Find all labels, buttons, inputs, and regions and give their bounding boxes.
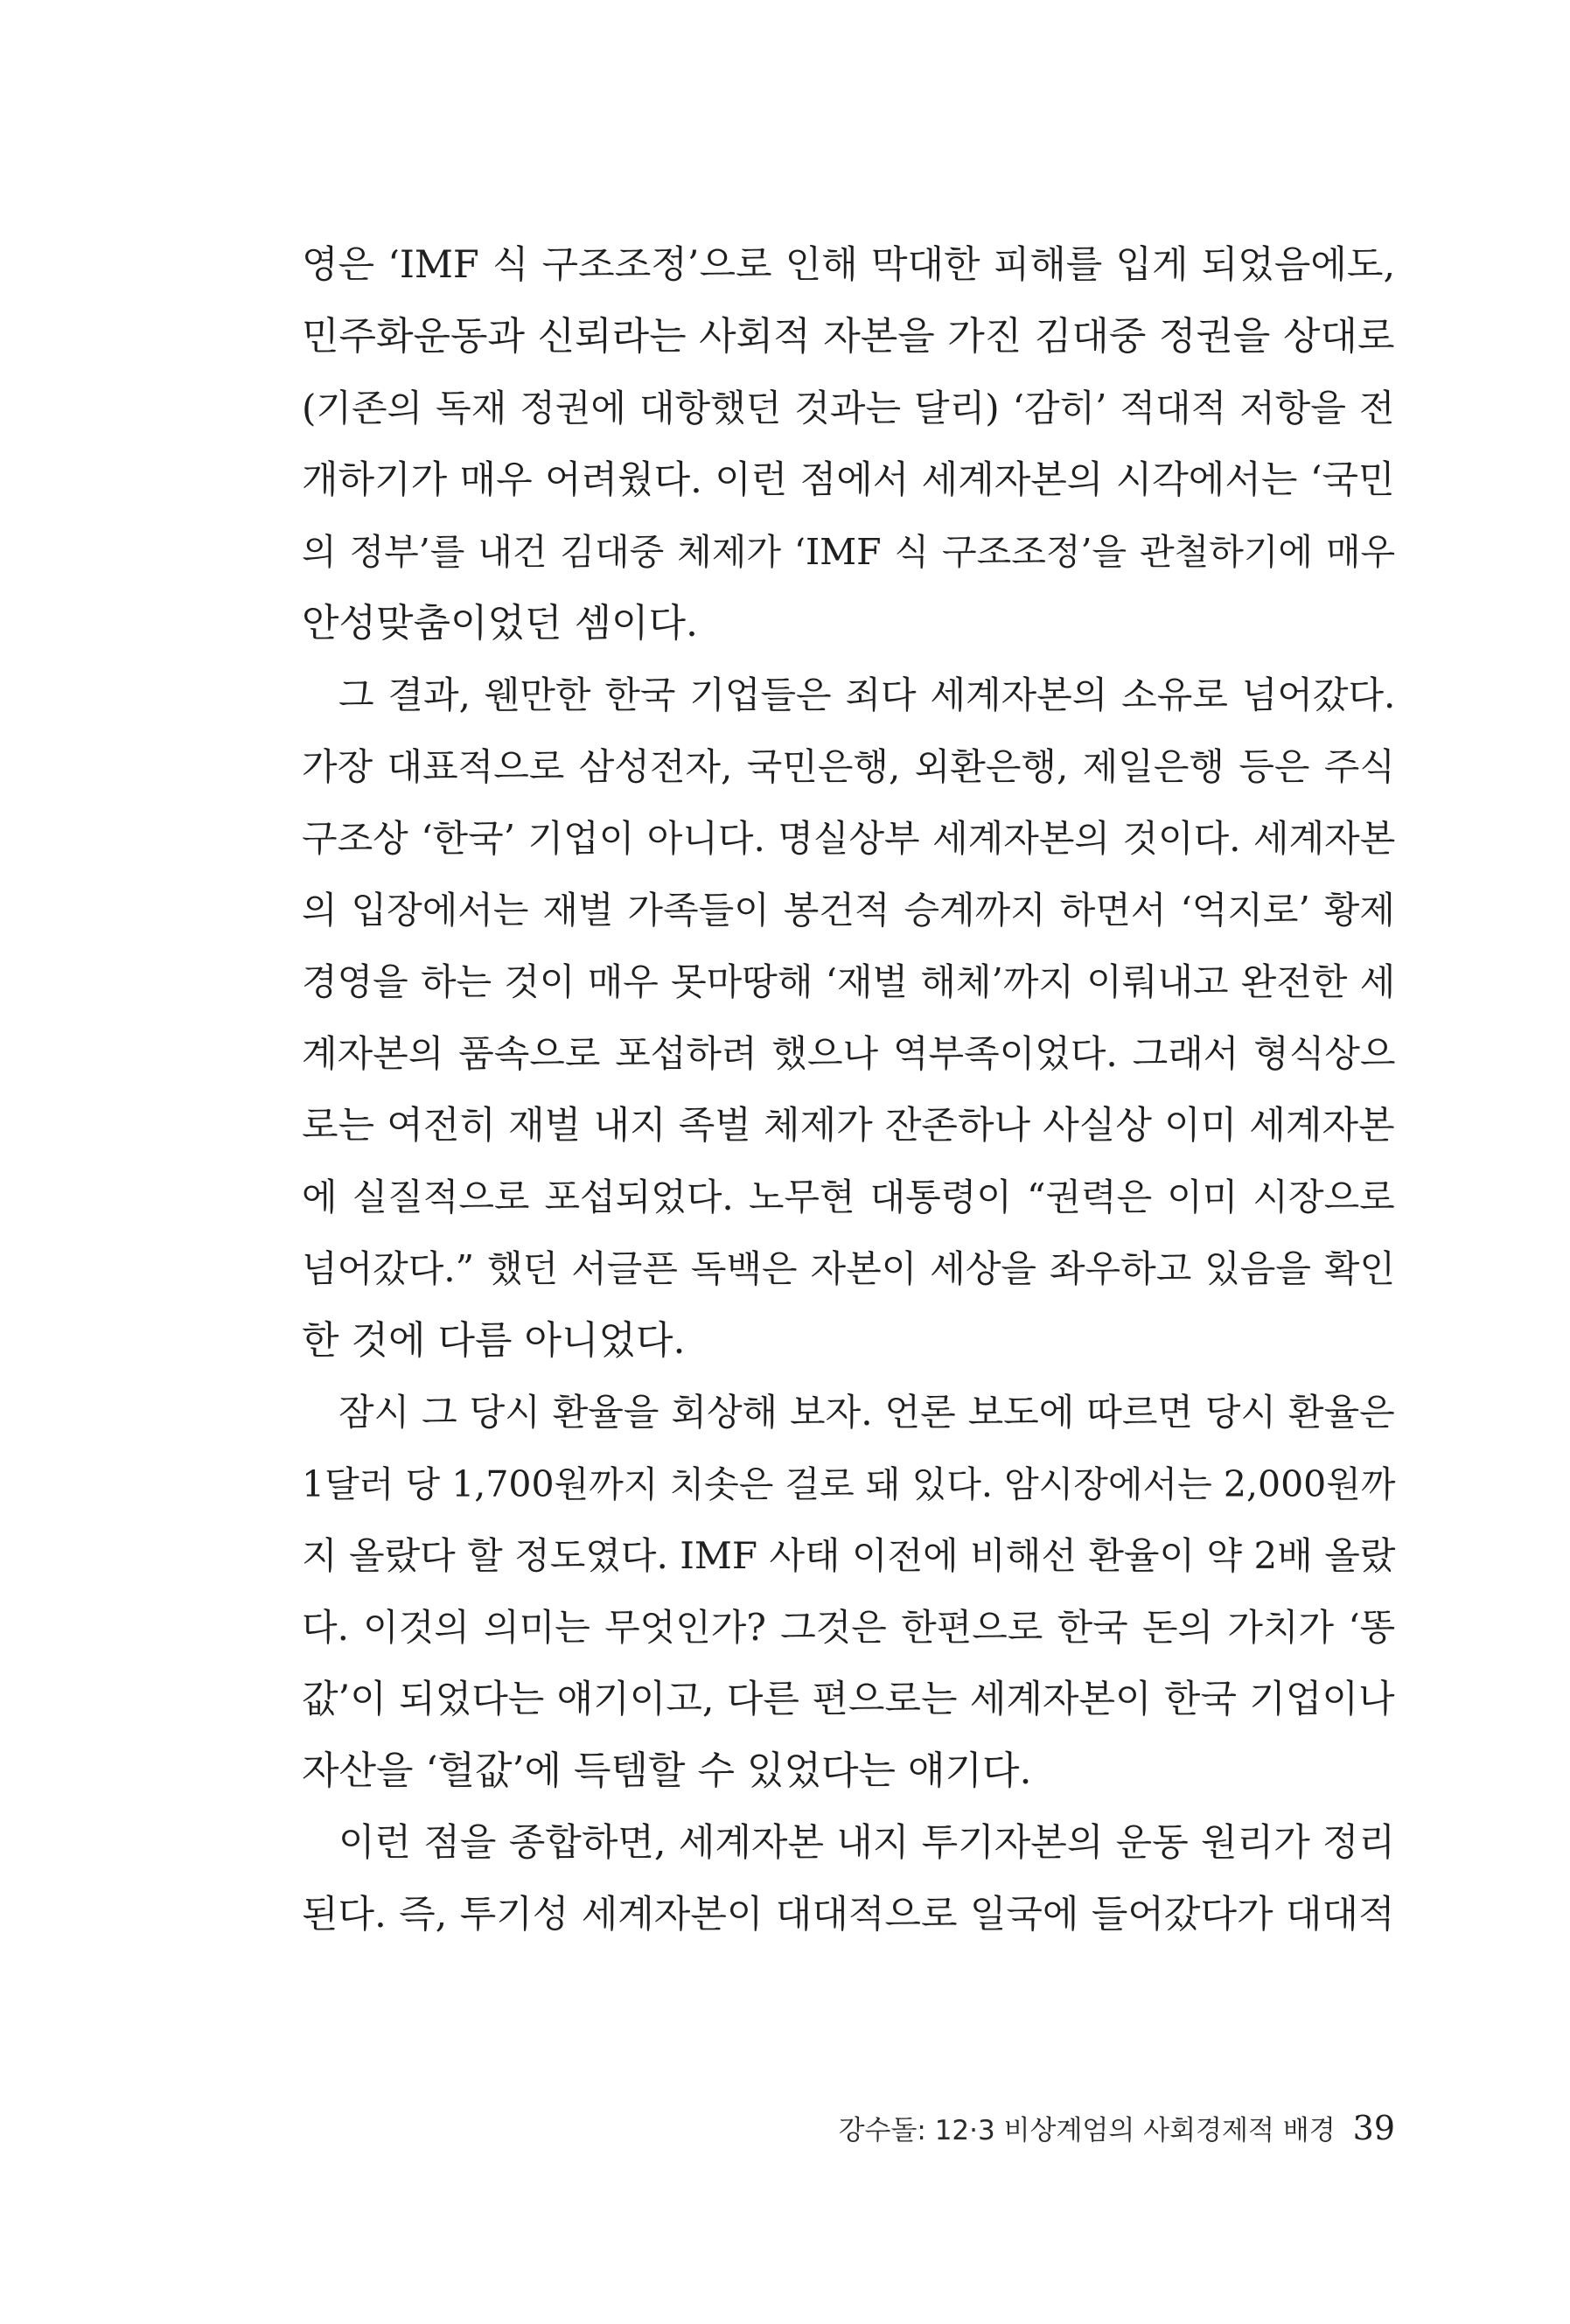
running-title: 강수돌: 12·3 비상계엄의 사회경제적 배경	[838, 2115, 1336, 2146]
paragraph-start-line: 그 결과, 웬만한 한국 기업들은 죄다 세계자본의 소유로 넘어갔다.	[338, 673, 1396, 716]
text-line: 개하기가 매우 어려웠다. 이런 점에서 세계자본의 시각에서는 ‘국민	[302, 458, 1395, 502]
text-line: 경영을 하는 것이 매우 못마땅해 ‘재벌 해체’까지 이뤄내고 완전한 세	[302, 960, 1396, 1003]
body-text	[302, 229, 1395, 1951]
text-line: 값’이 되었다는 얘기이고, 다른 편으로는 세계자본이 한국 기업이나	[302, 1678, 1395, 1721]
text-line: 한 것에 다름 아니었다.	[302, 1318, 686, 1363]
text-line: 구조상 ‘한국’ 기업이 아니다. 명실상부 세계자본의 것이다. 세계자본	[302, 817, 1396, 860]
text-line: 민주화운동과 신뢰라는 사회적 자본을 가진 김대중 정권을 상대로	[302, 314, 1395, 359]
text-line: 지 올랐다 할 정도였다. IMF 사태 이전에 비해선 환율이 약 2배 올랐	[302, 1534, 1396, 1577]
page-footer	[839, 2108, 1395, 2147]
paragraph-start-line: 이런 점을 종합하면, 세계자본 내지 투기자본의 운동 원리가 정리	[338, 1821, 1396, 1865]
paragraph-start-line: 잠시 그 당시 환율을 회상해 보자. 언론 보도에 따르면 당시 환율은	[338, 1391, 1395, 1434]
text-line: 된다. 즉, 투기성 세계자본이 대대적으로 일국에 들어갔다가 대대적	[302, 1893, 1395, 1937]
text-line: 에 실질적으로 포섭되었다. 노무현 대통령이 “권력은 이미 시장으로	[302, 1176, 1395, 1218]
text-line: 다. 이것의 의미는 무엇인가? 그것은 한편으로 한국 돈의 가치가 ‘똥	[302, 1606, 1396, 1649]
text-line: 의 입장에서는 재벌 가족들이 봉건적 승계까지 하면서 ‘억지로’ 황제	[302, 889, 1395, 932]
text-line: 넘어갔다.” 했던 서글픈 독백은 자본이 세상을 좌우하고 있음을 확인	[302, 1247, 1396, 1290]
text-line: 의 정부’를 내건 김대중 체제가 ‘IMF 식 구조조정’을 관철하기에 매우	[302, 531, 1396, 573]
text-line: 로는 여전히 재벌 내지 족벌 체제가 잔존하나 사실상 이미 세계자본	[302, 1104, 1395, 1148]
page-number: 39	[1352, 2109, 1395, 2147]
text-line: 계자본의 품속으로 포섭하려 했으나 역부족이었다. 그래서 형식상으	[302, 1032, 1396, 1075]
text-line: 영은 ‘IMF 식 구조조정’으로 인해 막대한 피해를 입게 되었음에도,	[302, 243, 1396, 287]
text-line: 안성맞춤이었던 셈이다.	[302, 601, 699, 646]
text-line: (기존의 독재 정권에 대항했던 것과는 달리) ‘감히’ 적대적 저항을 전	[302, 387, 1395, 429]
text-line: 자산을 ‘헐값’에 득템할 수 있었다는 얘기다.	[302, 1748, 1032, 1793]
text-line: 1달러 당 1,700원까지 치솟은 걸로 돼 있다. 암시장에서는 2,000원까	[302, 1463, 1396, 1505]
text-line: 가장 대표적으로 삼성전자, 국민은행, 외환은행, 제일은행 등은 주식	[302, 745, 1395, 788]
